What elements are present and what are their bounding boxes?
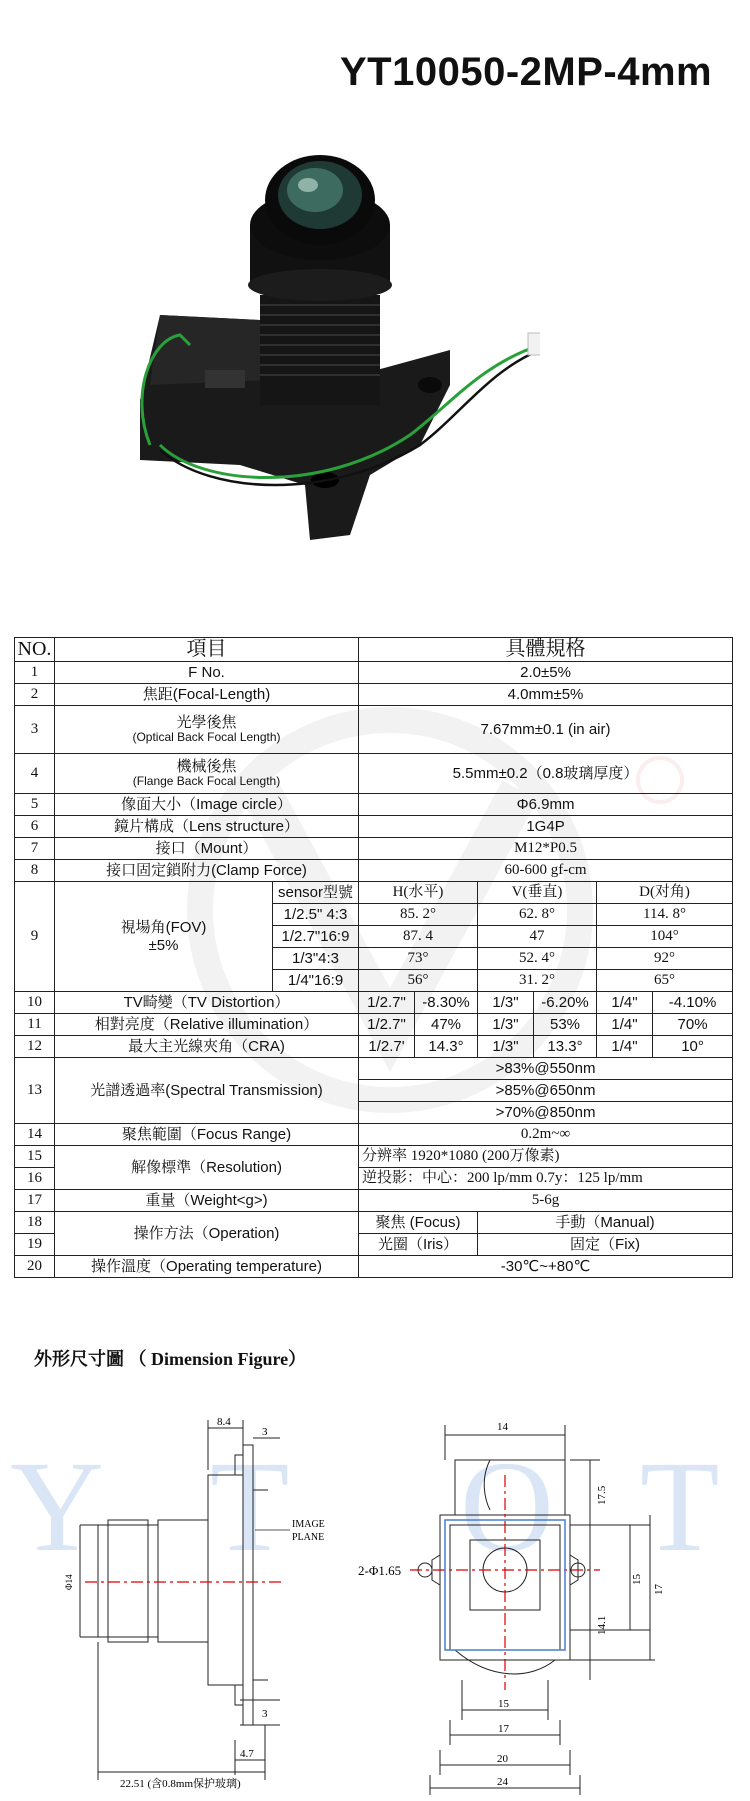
row-item: 鏡片構成（Lens structure） — [55, 816, 359, 838]
fov-d: 114. 8° — [597, 904, 733, 926]
row-item: 相對亮度（Relative illumination） — [55, 1014, 359, 1036]
cell: -6.20% — [534, 992, 597, 1014]
row-no: 17 — [15, 1190, 55, 1212]
row-spec: M12*P0.5 — [359, 838, 733, 860]
row-item: 解像標準（Resolution) — [55, 1146, 359, 1190]
dim-label: 4.7 — [240, 1748, 254, 1760]
dim-label: 14.1 — [596, 1615, 608, 1635]
fov-sensor: 1/2.5" 4:3 — [273, 904, 359, 926]
table-row — [15, 1146, 733, 1168]
row-spec: 1G4P — [359, 816, 733, 838]
row-key: 聚焦 (Focus) — [359, 1212, 478, 1234]
row-item: 接口固定鎖附力(Clamp Force) — [55, 860, 359, 882]
header-no: NO. — [15, 638, 55, 662]
row-no: 15 — [15, 1146, 55, 1168]
dim-label: 22.51 (含0.8mm保护玻璃) — [120, 1778, 241, 1790]
row-no: 5 — [15, 794, 55, 816]
dim-label: PLANE — [292, 1532, 325, 1543]
dim-label: 3 — [262, 1708, 268, 1720]
watermark-letter: T — [210, 1435, 290, 1579]
row-value: 固定（Fix) — [478, 1234, 733, 1256]
cell: 14.3° — [415, 1036, 478, 1058]
row-value: 手動（Manual) — [478, 1212, 733, 1234]
table-row — [15, 838, 733, 860]
row-item: 焦距(Focal-Length) — [55, 684, 359, 706]
row-no: 12 — [15, 1036, 55, 1058]
table-row — [15, 992, 733, 1014]
cell: -8.30% — [415, 992, 478, 1014]
fov-h: 56° — [359, 970, 478, 992]
dim-label: 14 — [497, 1421, 508, 1433]
row-no: 6 — [15, 816, 55, 838]
dim-label: 17 — [653, 1584, 665, 1595]
cell: 1/3" — [478, 1014, 534, 1036]
fov-h-header: H(水平) — [359, 882, 478, 904]
cell: 47% — [415, 1014, 478, 1036]
row-spec: 5-6g — [359, 1190, 733, 1212]
row-item — [55, 706, 359, 754]
fov-h: 87. 4 — [359, 926, 478, 948]
row-spec: 60-600 gf-cm — [359, 860, 733, 882]
dim-label: 17 — [498, 1723, 509, 1735]
row-item: 接口（Mount） — [55, 838, 359, 860]
table-row — [15, 1124, 733, 1146]
dim-label: 2-Φ1.65 — [358, 1563, 402, 1578]
spec-table — [14, 637, 733, 1278]
row-no: 18 — [15, 1212, 55, 1234]
cell: 1/4" — [597, 1014, 653, 1036]
cell: 70% — [653, 1014, 733, 1036]
dim-label: 17.5 — [596, 1485, 608, 1505]
header-spec: 具體規格 — [359, 638, 733, 662]
dim-label: Φ14 — [64, 1574, 74, 1590]
fov-v: 47 — [478, 926, 597, 948]
row-item: 操作方法（Operation) — [55, 1212, 359, 1256]
lens-product-image — [120, 145, 540, 625]
dim-label: 3 — [262, 1426, 268, 1438]
row-no: 20 — [15, 1256, 55, 1278]
row-item: F No. — [55, 662, 359, 684]
watermark-letter: O — [460, 1435, 554, 1579]
cell: 10° — [653, 1036, 733, 1058]
row-no: 14 — [15, 1124, 55, 1146]
row-no: 13 — [15, 1058, 55, 1124]
row-spec: >70%@850nm — [359, 1102, 733, 1124]
row-no: 16 — [15, 1168, 55, 1190]
row-item-sub: (Flange Back Focal Length) — [132, 774, 281, 789]
table-header-row — [15, 638, 733, 662]
row-spec: 0.2m~∞ — [359, 1124, 733, 1146]
table-row — [15, 684, 733, 706]
row-spec: 逆投影：中心：200 lp/mm 0.7y：125 lp/mm — [359, 1168, 733, 1190]
dimension-title: 外形尺寸圖 （ Dimension Figure） — [34, 1349, 307, 1369]
row-item: 聚焦範圍（Focus Range) — [55, 1124, 359, 1146]
fov-v: 62. 8° — [478, 904, 597, 926]
row-no: 11 — [15, 1014, 55, 1036]
row-key: 光圈（Iris） — [359, 1234, 478, 1256]
table-row — [15, 860, 733, 882]
dim-label: 15 — [631, 1574, 643, 1585]
row-no: 3 — [15, 706, 55, 754]
fov-v: 31. 2° — [478, 970, 597, 992]
dim-label: 24 — [497, 1776, 508, 1788]
fov-d: 92° — [597, 948, 733, 970]
dim-label: 8.4 — [217, 1416, 231, 1428]
header-item: 項目 — [55, 638, 359, 662]
fov-d: 65° — [597, 970, 733, 992]
row-no: 10 — [15, 992, 55, 1014]
row-item: 最大主光線夾角（CRA) — [55, 1036, 359, 1058]
table-row — [15, 1256, 733, 1278]
cell: 1/2.7' — [359, 1036, 415, 1058]
cell: 1/4" — [597, 1036, 653, 1058]
row-item — [55, 882, 273, 992]
dim-label: 15 — [498, 1698, 509, 1710]
table-row — [15, 754, 733, 794]
row-item-sub: (Optical Back Focal Length) — [132, 730, 281, 745]
row-spec: 4.0mm±5% — [359, 684, 733, 706]
fov-v-header: V(垂直) — [478, 882, 597, 904]
row-item: 重量（Weight<g>) — [55, 1190, 359, 1212]
row-no: 2 — [15, 684, 55, 706]
row-spec: -30℃~+80℃ — [359, 1256, 733, 1278]
table-row — [15, 1190, 733, 1212]
row-item-main: 光學後焦 — [176, 713, 237, 731]
row-spec: 分辨率 1920*1080 (200万像素) — [359, 1146, 733, 1168]
table-row — [15, 882, 733, 904]
watermark-letter: Y — [10, 1435, 104, 1579]
cell: 1/3" — [478, 992, 534, 1014]
row-item-main: 機械後焦 — [176, 757, 237, 775]
row-no: 8 — [15, 860, 55, 882]
row-no: 7 — [15, 838, 55, 860]
row-no: 19 — [15, 1234, 55, 1256]
row-spec: 2.0±5% — [359, 662, 733, 684]
table-row — [15, 662, 733, 684]
cell: 13.3° — [534, 1036, 597, 1058]
cell: 1/3" — [478, 1036, 534, 1058]
row-spec: >83%@550nm — [359, 1058, 733, 1080]
row-item: 像面大小（Image circle） — [55, 794, 359, 816]
fov-h: 85. 2° — [359, 904, 478, 926]
row-spec: >85%@650nm — [359, 1080, 733, 1102]
row-item-main: 視場角(FOV) — [120, 919, 207, 937]
row-spec: 7.67mm±0.1 (in air) — [359, 706, 733, 754]
dimension-drawings — [0, 1380, 750, 1801]
row-item: 光譜透過率(Spectral Transmission) — [55, 1058, 359, 1124]
table-row — [15, 816, 733, 838]
dim-label: IMAGE — [292, 1519, 325, 1530]
row-item-sub: ±5% — [148, 936, 179, 954]
cell: -4.10% — [653, 992, 733, 1014]
fov-d-header: D(对角) — [597, 882, 733, 904]
watermark-letter: T — [640, 1435, 720, 1579]
row-spec: Φ6.9mm — [359, 794, 733, 816]
table-row — [15, 706, 733, 754]
cell: 1/2.7" — [359, 1014, 415, 1036]
table-row — [15, 1036, 733, 1058]
table-row — [15, 1212, 733, 1234]
cell: 53% — [534, 1014, 597, 1036]
row-spec: 5.5mm±0.2（0.8玻璃厚度） — [359, 754, 733, 794]
table-row — [15, 794, 733, 816]
cell: 1/4" — [597, 992, 653, 1014]
fov-sensor-header: sensor型號 — [273, 882, 359, 904]
fov-v: 52. 4° — [478, 948, 597, 970]
fov-d: 104° — [597, 926, 733, 948]
fov-h: 73° — [359, 948, 478, 970]
page-title: YT10050-2MP-4mm — [340, 50, 713, 94]
row-no: 4 — [15, 754, 55, 794]
table-row — [15, 1058, 733, 1080]
row-item: TV畸變（TV Distortion） — [55, 992, 359, 1014]
fov-sensor: 1/4"16:9 — [273, 970, 359, 992]
cell: 1/2.7" — [359, 992, 415, 1014]
row-no: 1 — [15, 662, 55, 684]
dim-label: 20 — [497, 1753, 508, 1765]
row-item: 操作溫度（Operating temperature) — [55, 1256, 359, 1278]
table-row — [15, 1014, 733, 1036]
row-item — [55, 754, 359, 794]
fov-sensor: 1/3"4:3 — [273, 948, 359, 970]
row-no: 9 — [15, 882, 55, 992]
fov-sensor: 1/2.7"16:9 — [273, 926, 359, 948]
